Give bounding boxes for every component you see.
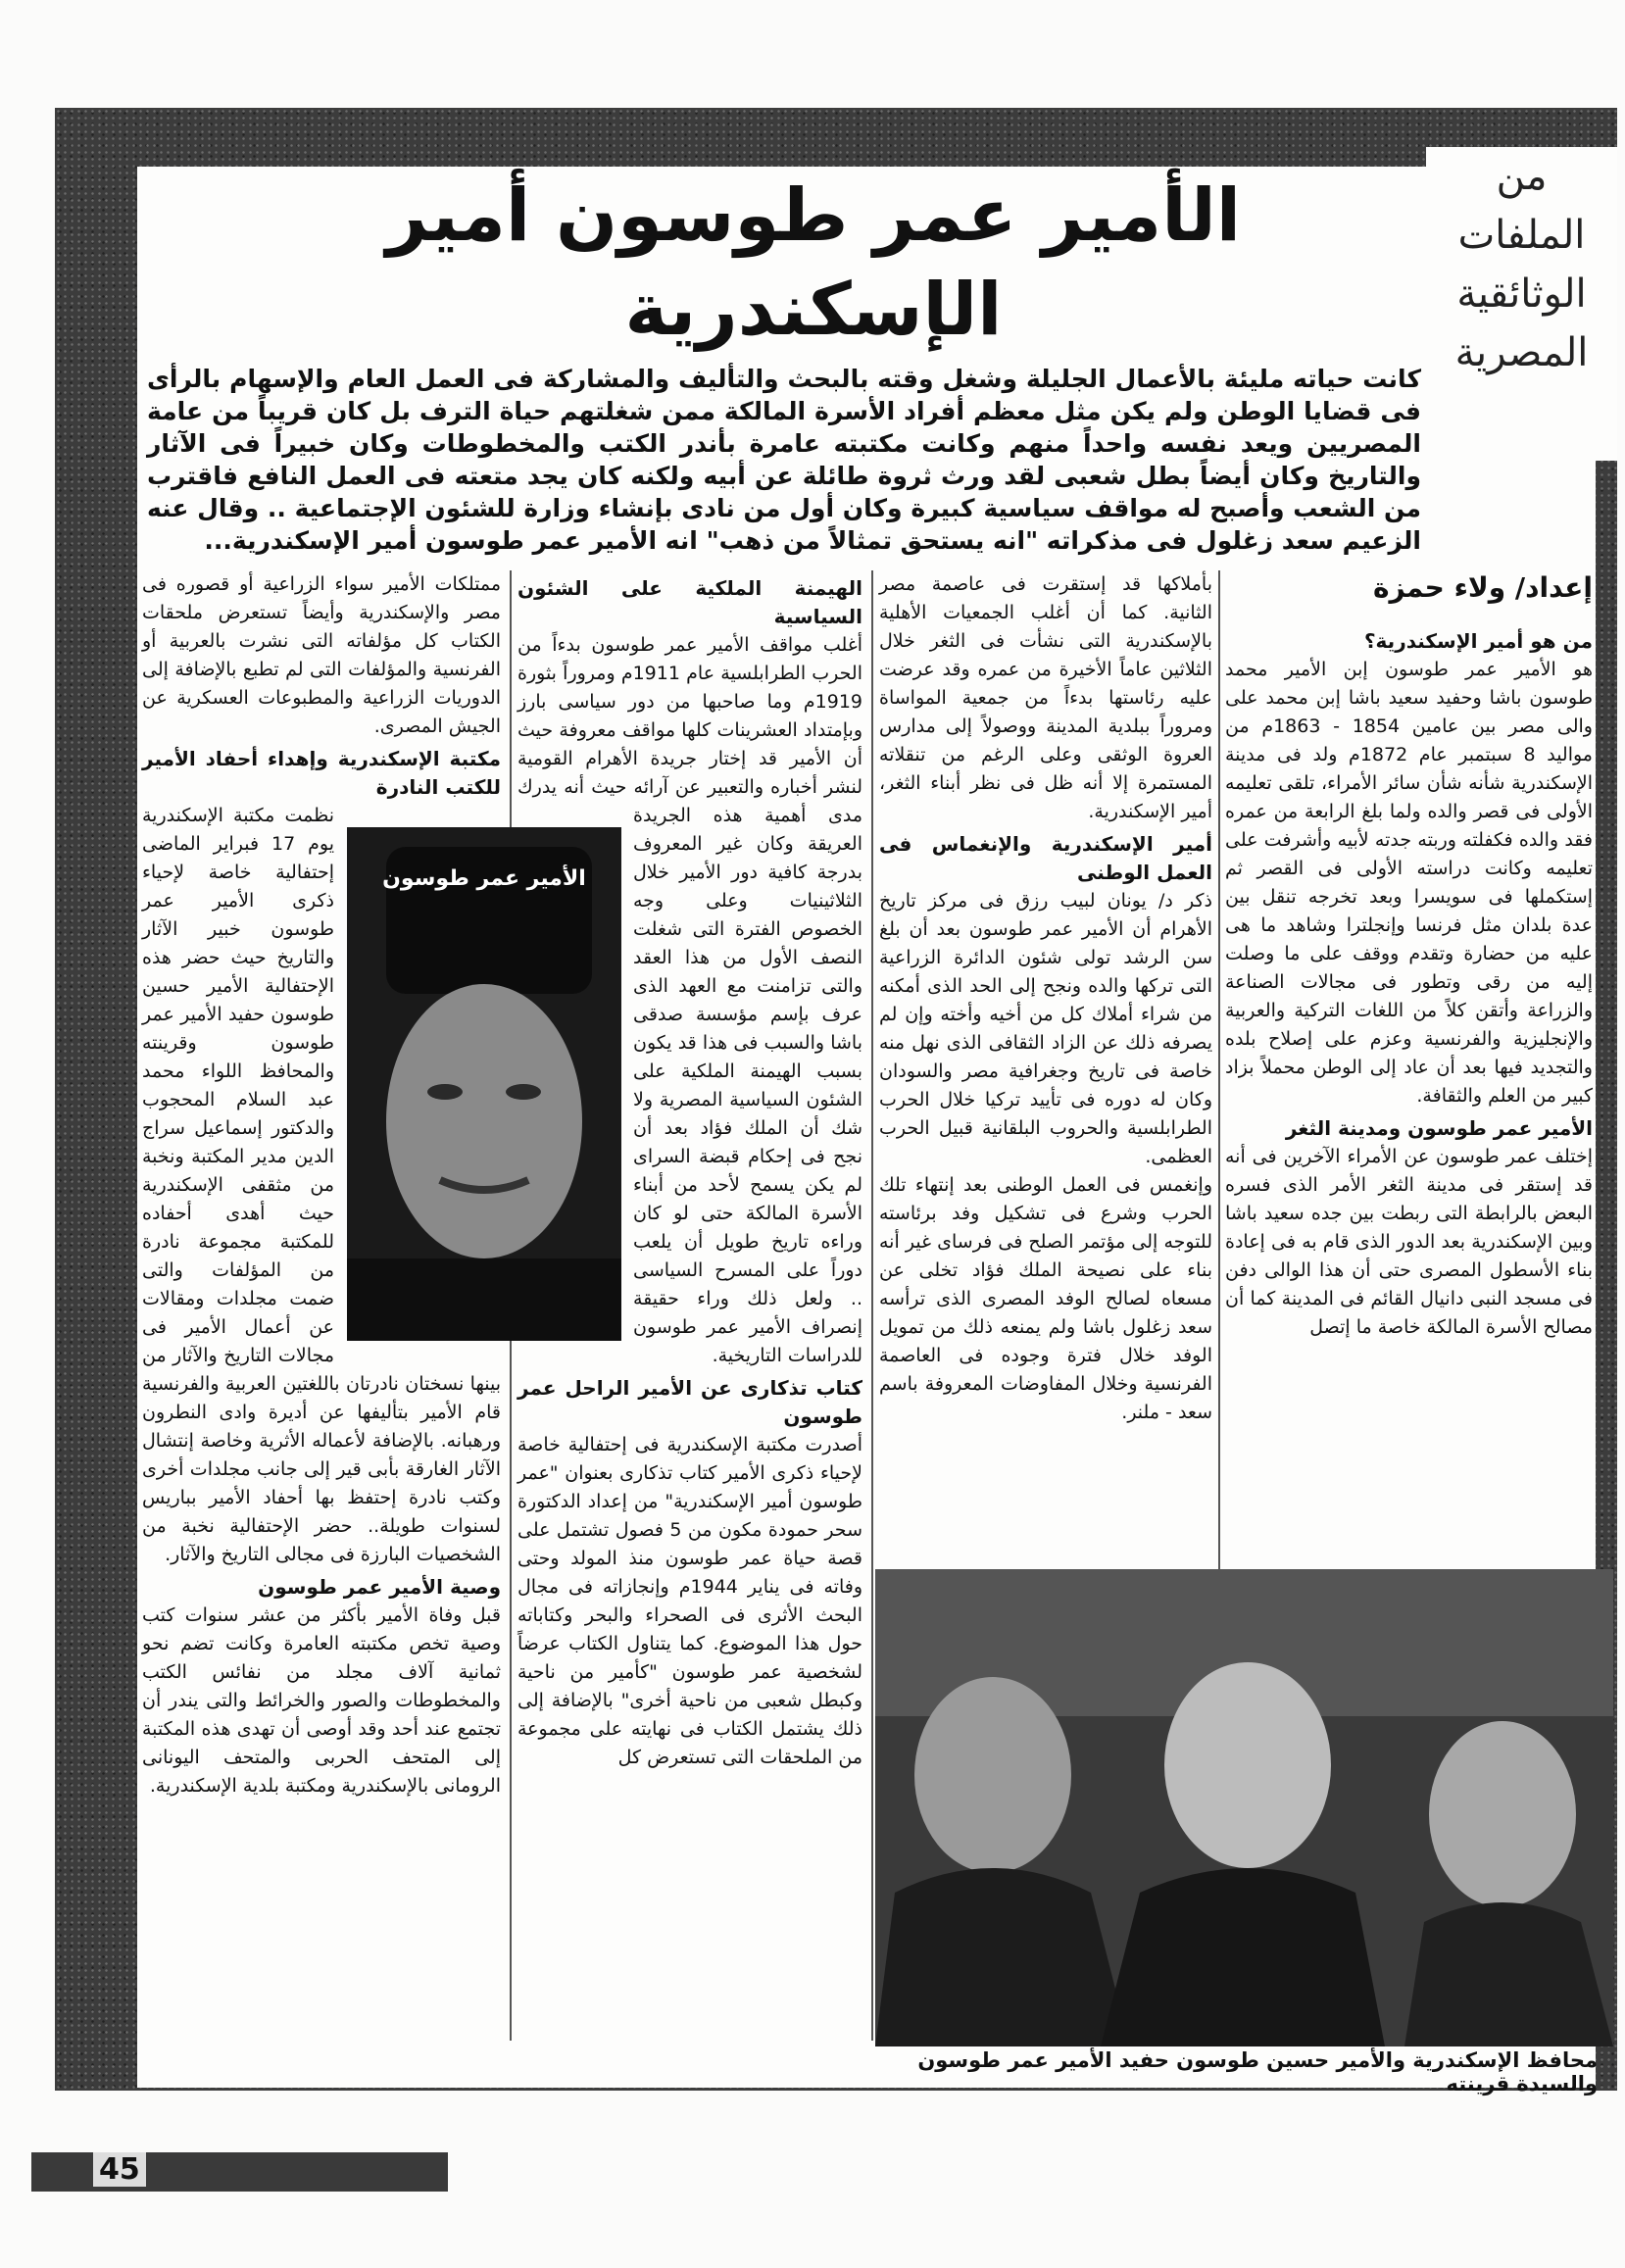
column-2 [879,570,1212,1427]
section-label-line: المصرية [1454,330,1589,375]
section-heading: من هو أمير الإسكندرية؟ [1363,629,1593,653]
paragraph: قبل وفاة الأمير بأكثر من عشر سنوات كتب وصية تخص مكتبته العامرة وكانت تضم نحو ثمانية آلاف مجلد من نفائس الكتب والمخطوطات والصور والخرائط والتى يندر أن تجتمع عند أحد وقد أوصى أن تهدى هذه المكتبة إلى المتحف الحربى والمتحف اليونانى الرومانى بالإسكندرية ومكتبة بلدية الإسكندرية. [142,1604,501,1797]
section-heading: وصية الأمير عمر طوسون [258,1575,501,1599]
paragraph: ممتلكات الأمير سواء الزراعية أو قصوره فى مصر والإسكندرية وأيضاً تستعرض ملحقات الكتاب كل مؤلفاته التى نشرت بالعربية أو الفرنسية والمؤلفات التى لم تطبع بالإضافة إلى الدوريات الزراعية والمطبوعات العسكرية عن الجيش المصرى. [142,573,501,737]
paragraph: بأملاكها قد إستقرت فى عاصمة مصر الثانية. كما أن أغلب الجمعيات الأهلية بالإسكندرية التى نشأت فى الثغر خلال الثلاثين عاماً الأخيرة من عمره وقد عرضت عليه رئاستها بدءاً من جمعية المواساة ومروراً ببلدية المدينة ووصولاً إلى مدارس العروة الوثقى وعلى الرغم من تنقلاته المستمرة إلا أنه ظل فى نظر أبناء الثغر، أمير الإسكندرية. [879,573,1212,822]
section-heading: كتاب تذكارى عن الأمير الراحل عمر طوسون [517,1376,862,1428]
paragraph: هو الأمير عمر طوسون إبن الأمير محمد طوسون باشا وحفيد سعيد باشا إبن محمد على والى مصر بين عامين 1854 - 1863م من مواليد 8 سبتمبر عام 1872م ولد فى مدينة الإسكندرية شأنه شأن سائر الأمراء، تلقى تعليمه الأولى فى قصر والده ولما بلغ الرابعة من عمره فقد والده فكفلته وربته جدته لأبيه وأشرفت على تعليمه وكانت دراسته الأولى فى القصر ثم إستكملها فى سويسرا وبعد تخرجه تنقل بين عدة بلدان مثل فرنسا وإنجلترا وشاهد ما هى عليه من حضارة وتقدم ووقف على ما وصلت إليه من رقى وتطور فى مجالات الصناعة والزراعة وأتقن كلاً من اللغات التركية والعربية والإنجليزية والفرنسية وعزم على إصلاح بلده والتجديد فيها بعد أن عاد إلى الوطن محملاً بزاد كبير من العلم والثقافة. [1225,659,1593,1107]
article-intro: كانت حياته مليئة بالأعمال الجليلة وشغل وقته بالبحث والتأليف والمشاركة فى العمل العام والإسهام بالرأى فى قضايا الوطن ولم يكن مثل معظم أفراد الأسرة المالكة ممن شغلتهم حياة الترف بل كان قريباً من عامة المصريين ويعد نفسه واحداً منهم وكانت مكتبته عامرة بأندر الكتب والمخطوطات وكان خبيراً فى الآثار والتاريخ وكان أيضاً بطل شعبى لقد ورث ثروة طائلة عن أبيه ولكنه كان يجد متعته فى العمل النافع فاقترب من الشعب وأصبح له مواقف سياسية كبيرة وكان أول من نادى بإنشاء وزارة للشئون الإجتماعية .. وقال عنه الزعيم سعد زغلول فى مذكراته "انه يستحق تمثالاً من ذهب" انه الأمير عمر طوسون أمير الإسكندرية... [147,365,1421,555]
section-heading: مكتبة الإسكندرية وإهداء أحفاد الأمير للكتب النادرة [142,747,501,799]
column-divider [1218,570,1220,1609]
paragraph: نظمت مكتبة الإسكندرية يوم 17 فبراير الماضى إحتفالية خاصة لإحياء ذكرى الأمير عمر طوسون خبير الآثار والتاريخ حيث حضر هذه الإحتفالية الأمير حسين طوسون حفيد الأمير عمر طوسون وقرينته والمحافظ اللواء محمد عبد السلام المحجوب والدكتور إسماعيل سراج الدين مدير المكتبة ونخبة من مثقفى الإسكندرية حيث أهدى أحفاده للمكتبة مجموعة نادرة من المؤلفات والتى ضمت مجلدات ومقالات عن أعمال الأمير فى مجالات التاريخ والآثار من بينها نسختان نادرتان باللغتين العربية والفرنسية قام الأمير بتأليفها عن أديرة وادى النطرون ورهبانه. بالإضافة لأعماله الأثرية وخاصة إنتشال الآثار الغارقة بأبى قير إلى جانب مجلدات أخرى وكتب نادرة إحتفظ بها أحفاد الأمير بباريس لسنوات طويلة.. حضر الإحتفالية نخبة من الشخصيات البارزة فى مجالى التاريخ والآثار. [142,805,501,1565]
section-label-line: الملفات [1457,213,1586,258]
paragraph: ذكر د/ يونان لبيب رزق فى مركز تاريخ الأهرام أن الأمير عمر طوسون بعد أن بلغ سن الرشد تولى شئون الدائرة الزراعية التى تركها والده ونجح إلى الحد الذى أمكنه من شراء أملاك كل من أخيه وأخته وإن لم يصرفه ذلك عن الزاد الثقافى الذى نهل منه خاصة فى تاريخ وجغرافية مصر والسودان وكان له دوره فى تأييد تركيا خلال الحرب الطرابلسية والحروب البلقانية قبيل الحرب العظمى. [879,890,1212,1167]
photo-caption: محافظ الإسكندرية والأمير حسين طوسون حفيد الأمير عمر طوسون والسيدة قرينته [917,2048,1598,2095]
column-divider [871,570,873,2041]
event-photo [875,1569,1613,2046]
portrait-photo [347,827,621,1341]
column-1 [1225,570,1593,1342]
page-number: 45 [93,2152,146,2187]
paragraph: أصدرت مكتبة الإسكندرية فى إحتفالية خاصة لإحياء ذكرى الأمير كتاب تذكارى بعنوان "عمر طوسون أمير الإسكندرية" من إعداد الدكتورة سحر حمودة مكون من 5 فصول تشتمل على قصة حياة عمر طوسون منذ المولد وحتى وفاته فى يناير 1944م وإنجازاته فى مجال البحث الأثرى فى الصحراء والبحر وكتاباته حول هذا الموضوع. كما يتناول الكتاب عرضاً لشخصية عمر طوسون "كأمير من ناحية وكبطل شعبى من ناحية أخرى" بالإضافة إلى ذلك يشتمل الكتاب فى نهايته على مجموعة من الملحقات التى تستعرض كل [517,1434,862,1768]
portrait-label: الأمير عمر طوسون [382,866,586,891]
section-label-box [1426,147,1617,461]
section-heading: أمير الإسكندرية والإنغماس فى العمل الوطنى [879,832,1212,884]
article-title: الأمير عمر طوسون أمير الإسكندرية [385,173,1242,352]
paragraph: أغلب مواقف الأمير عمر طوسون بدءاً من الحرب الطرابلسية عام 1911م ومروراً بثورة 1919م وما صاحبها من دور سياسى بارز وبإمتداد العشرينات كلها مواقف معروفة حيث أن الأمير قد إختار جريدة الأهرام القومية لنشر أخباره والتعبير عن آرائه حيث أنه يدرك مدى أهمية هذه الجريدة العريقة وكان غير المعروف بدرجة كافية دور الأمير خلال الثلاثينيات وعلى وجه الخصوص الفترة التى شغلت النصف الأول من هذا العقد والتى تزامنت مع العهد الذى عرف بإسم مؤسسة صدقى باشا والسبب فى هذا قد يكون بسبب الهيمنة الملكية على الشئون السياسية المصرية ولا شك أن الملك فؤاد بعد أن نجح فى إحكام قبضة السراى لم يكن يسمح لأحد من أبناء الأسرة المالكة حتى لو كان وراءه تاريخ طويل أن يلعب دوراً على المسرح السياسى .. ولعل ذلك وراء حقيقة إنصراف الأمير عمر طوسون للدراسات التاريخية. [517,634,862,1366]
byline: إعداد/ ولاء حمزة [1372,571,1593,604]
section-heading: الأمير عمر طوسون ومدينة الثغر [1285,1116,1593,1140]
paragraph: وإنغمس فى العمل الوطنى بعد إنتهاء تلك الحرب وشرع فى تشكيل وفد برئاسته للتوجه إلى مؤتمر الصلح فى فرساى غير أنه بناء على نصيحة الملك فؤاد تخلى عن مسعاه لصالح الوفد المصرى الذى ترأسه سعد زغلول باشا ولم يمنعه ذلك من تمويل الوفد خلال فترة وجوده فى العاصمة الفرنسية وخلال المفاوضات المعروفة باسم سعد - ملنر. [879,1174,1212,1423]
paragraph: إختلف عمر طوسون عن الأمراء الآخرين فى أنه قد إستقر فى مدينة الثغر الأمر الذى فسره البعض بالرابطة التى ربطت بين جده سعيد باشا وبين الإسكندرية بعد الدور الذى قام به فى إعادة بناء الأسطول المصرى حتى أن هذا الوالى دفن فى مسجد النبى دانيال القائم فى المدينة كما أن مصالح الأسرة المالكة خاصة ما إتصل [1225,1146,1593,1338]
section-label-line: الوثائقية [1456,271,1587,317]
section-heading: الهيمنة الملكية على الشئون السياسية [517,576,862,628]
section-label-line: من [1496,154,1548,199]
